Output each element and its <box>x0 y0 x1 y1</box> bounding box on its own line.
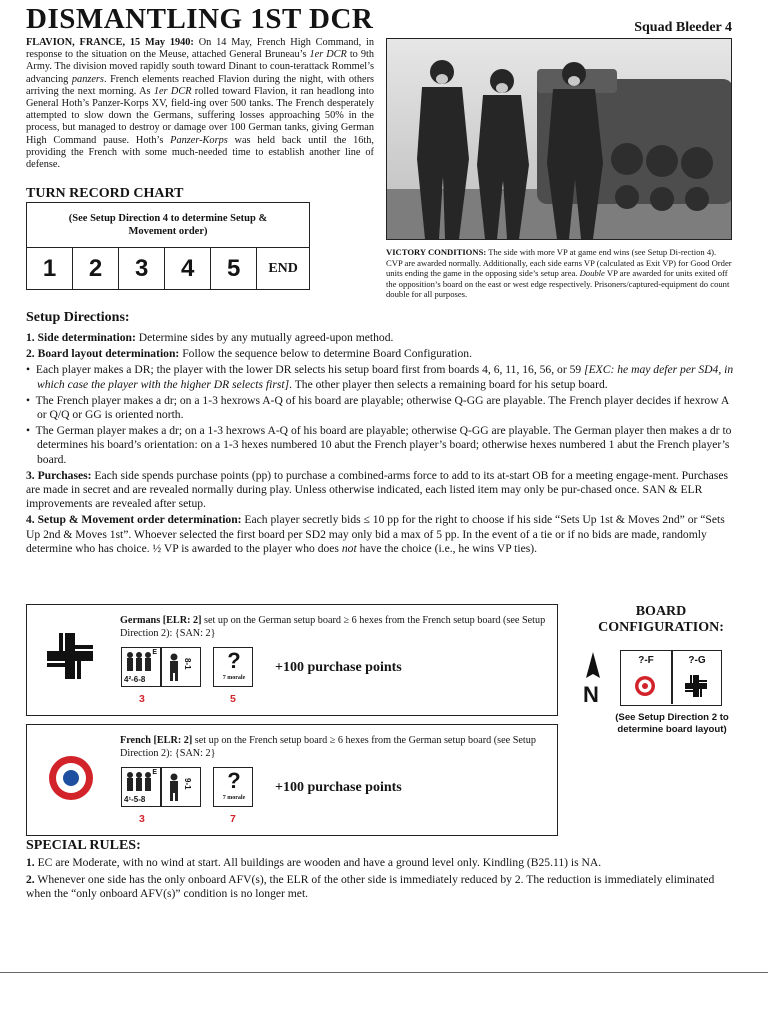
victory-text-1: The side with more VP at game end wins (see Setup Di-rection 4). CVP are awarded normally. Additionally, each side earns VP (calculated as Exit VP) for Good Order units ending the game in the opposing side’s setup area. <box>386 247 732 279</box>
setup-b1-text2: . The other player then selects a remaining board for his setup board. <box>289 377 608 391</box>
french-q-sub: 7 morale <box>222 795 246 801</box>
german-ob-box <box>26 604 558 716</box>
intro-korps: Panzer-Korps <box>170 134 228 146</box>
special-r2-label: 2. <box>26 873 35 887</box>
setup-bullet-2: • The French player makes a dr; on a 1-3 hexrows A-Q of his board are playable; otherwise Q-GG are playable. The French player decides if hexrow A or Q/Q or GG is oriented north. <box>26 393 729 422</box>
photo-illustration <box>387 39 732 240</box>
french-squad-qty: 3 <box>139 813 145 825</box>
intro-panzers: panzers <box>71 73 104 85</box>
turn-cell-3: 3 <box>119 248 165 289</box>
victory-label: VICTORY CONDITIONS: <box>386 247 487 257</box>
intro-text-2: to 9th Army. The division moved rapidly south toward Dinant to coun-terattack Rommel’s advancing <box>26 49 374 85</box>
german-q-sub: 7 morale <box>222 675 246 681</box>
german-cross-icon <box>685 675 707 697</box>
special-rules <box>26 856 734 905</box>
infantry-squad-icon <box>124 651 154 673</box>
setup-d1-label: 1. Side determination: <box>26 331 136 344</box>
german-ob-text <box>120 615 552 640</box>
turn-record-chart <box>26 202 310 290</box>
turn-cell-end: END <box>268 260 298 276</box>
french-setup-text: set up on the French setup board ≥ 6 hexes from the German setup board (see Setup Direction 2): {SAN: 2} <box>120 735 536 759</box>
setup-b1-exc: [EXC: he may defer per SD4, in which case the player with the higher DR selects first] <box>37 363 734 391</box>
victory-text-2: VP are awarded for units exited off the opposition’s board on the east or west edge respectively. Prisoners/captured-equipment do count double for all purposes. <box>386 268 730 300</box>
board-config-note: (See Setup Direction 2 to determine board layout) <box>615 712 729 735</box>
setup-direction-2 <box>26 347 734 361</box>
turn-cell-1: 1 <box>27 248 73 289</box>
turn-cell-5: 5 <box>211 248 257 289</box>
intro-text-4: rolled toward Flavion, it ran headlong into General Hoth’s Panzer-Korps XV, field-ing over 500 tanks. The French desperately attempted to slow down the Germans, suffering losses approaching 50% in the process, but managed to destroy or damage over 100 German tanks, giving German High Command pause. Hoth’s <box>26 85 374 146</box>
infantry-squad-icon <box>124 771 154 793</box>
setup-directions <box>26 331 734 558</box>
board-left-label: ?-F <box>638 655 654 666</box>
german-leader-stat: 8-1 <box>183 658 192 670</box>
leader-icon <box>167 773 181 801</box>
setup-d2-text: Follow the sequence below to determine Board Configuration. <box>179 347 472 361</box>
special-rule-2 <box>26 873 734 901</box>
german-squad-counter <box>121 647 161 687</box>
board-config-title: BOARD CONFIGURATION: <box>598 604 724 635</box>
special-rules-title: SPECIAL RULES: <box>26 838 141 853</box>
special-r1-label: 1. <box>26 856 35 869</box>
french-ob-text <box>120 735 552 760</box>
french-random-counter <box>213 767 253 807</box>
turn-cell-2: 2 <box>73 248 119 289</box>
setup-d3-label: 3. Purchases: <box>26 468 92 482</box>
french-roundel-icon <box>48 755 94 801</box>
question-icon: ? <box>227 648 241 673</box>
german-leader-qty: 5 <box>230 693 236 705</box>
setup-b1-text: Each player makes a DR; the player with the lower DR selects his setup board first from boards 4, 6, 11, 16, 56, or 59 <box>35 363 585 377</box>
german-setup-text: set up on the German setup board ≥ 6 hexes from the French setup board (see Setup Direction 2): {SAN: 2} <box>120 615 546 639</box>
scenario-id: Squad Bleeder 4 <box>634 20 732 35</box>
leader-icon <box>167 653 181 681</box>
turn-record-note: (See Setup Direction 4 to determine Setup & Movement order) <box>27 203 309 248</box>
scenario-title: DISMANTLING 1ST DCR <box>26 3 374 35</box>
board-layout-diagram <box>620 650 722 706</box>
historical-intro <box>26 37 374 171</box>
setup-d4-label: 4. Setup & Movement order determination: <box>26 513 242 527</box>
german-cross-icon <box>47 633 93 679</box>
setup-d4-not: not <box>341 541 357 555</box>
setup-bullet-3: • The German player makes a dr; on a 1-3 hexrows A-Q of his board are playable; otherwise Q-GG are playable. The German player then makes a dr to determines his board’s orientation: on a 1-3 hexes numbered 10 abut the French player’s board; otherwise hexes numbered 1 abut the French player’s board. <box>26 424 732 466</box>
intro-text-3: . French elements reached Flavion during the night, with others arriving the next morning. As <box>26 73 375 97</box>
turn-cell-4: 4 <box>165 248 211 289</box>
intro-text-1: On 14 May, French High Command, in response to the situation on the Meuse, attached General Bruneau’s <box>26 37 374 61</box>
setup-d1-text: Determine sides by any mutually agreed-upon method. <box>135 331 394 344</box>
german-leader-counter <box>161 647 201 687</box>
setup-d4-text: Each player secretly bids ≤ 10 pp for the right to choose if his side “Sets Up 1st & Moves 2nd” or “Sets Up 2nd & Moves 1st”. Whoever selected the first board per SD2 may only bid a max of 5 pp. In the event of a tie or if no bids are made, randomly determine who has choice. ½ VP is awarded to the player who does <box>26 513 725 555</box>
setup-bullet-1: • Each player makes a DR; the player with the lower DR selects his setup board first from boards 4, 6, 11, 16, 56, or 59 [EXC: he may defer per SD4, in which case the player with the higher DR selects first]. The other player then selects a remaining board for his setup board. <box>26 363 734 391</box>
setup-direction-3 <box>26 469 734 512</box>
german-squad-qty: 3 <box>139 693 145 705</box>
page-divider <box>0 972 768 973</box>
german-label: Germans [ELR: 2] <box>120 615 202 626</box>
french-purchase-points: +100 purchase points <box>275 780 402 795</box>
setup-d4-text2: have the choice (i.e., he wins VP ties). <box>356 541 537 555</box>
special-r1-text: EC are Moderate, with no wind at start. All buildings are wooden and have a ground level only. Kindling (B25.11) is NA. <box>34 856 602 869</box>
french-leader-stat: 9-1 <box>183 778 192 790</box>
intro-unit-1: 1er DCR <box>309 49 347 61</box>
setup-b3-text: The German player makes a dr; on a 1-3 hexrows A-Q of his board are playable; otherwise Q-GG are playable. The German player then makes a dr to determines his board’s orientation: on a 1-3 hexes numbered 10 abut the French player’s board; otherwise hexes numbered 1 abut the French player’s board. <box>35 424 732 466</box>
german-squad-stat: 4²-6-8 <box>124 675 146 684</box>
setup-direction-1 <box>26 331 734 345</box>
victory-double: Double <box>579 268 605 279</box>
board-right-label: ?-G <box>688 655 706 666</box>
north-label: N <box>583 682 599 707</box>
german-purchase-points: +100 purchase points <box>275 660 402 675</box>
french-squad-elr: E <box>152 769 157 776</box>
dateline: FLAVION, FRANCE, 15 May 1940: <box>26 37 194 48</box>
special-r2-text: Whenever one side has the only onboard AFV(s), the ELR of the other side is immediately reduced by 2. The reduction is immediately eliminated when the “only onboard AFV(s)” condition is no longer met. <box>26 873 715 901</box>
victory-conditions <box>386 247 734 300</box>
setup-d3-text: Each side spends purchase points (pp) to purchase a combined-arms force to add to its at-start OB for a meeting engage-ment. Purchases are made in secret and are revealed normally during play. Unless otherwise indicated, each listed item may only be pur-chased once. SAN & ELR improvements are revealed after setup. <box>26 468 728 511</box>
french-leader-counter <box>161 767 201 807</box>
french-ob-box <box>26 724 558 836</box>
german-random-counter <box>213 647 253 687</box>
intro-unit-2: 1er DCR <box>153 85 192 97</box>
german-squad-elr: E <box>152 649 157 656</box>
turn-row <box>27 248 309 289</box>
french-leader-qty: 7 <box>230 813 236 825</box>
setup-direction-4 <box>26 513 734 556</box>
french-label: French [ELR: 2] <box>120 735 193 746</box>
special-rule-1 <box>26 856 734 870</box>
setup-b2-text: The French player makes a dr; on a 1-3 hexrows A-Q of his board are playable; otherwise Q-GG are playable. The French player decides if hexrow A or Q/Q or GG is oriented north. <box>35 393 729 422</box>
setup-d2-label: 2. Board layout determination: <box>26 347 180 361</box>
question-icon: ? <box>227 768 241 793</box>
french-squad-counter <box>121 767 161 807</box>
turn-record-title: TURN RECORD CHART <box>26 186 184 201</box>
french-squad-stat: 4¹-5-8 <box>124 795 146 804</box>
french-roundel-icon <box>634 675 656 697</box>
setup-title: Setup Directions: <box>26 310 130 325</box>
historical-photo <box>386 38 732 240</box>
intro-text-5: was held back until the 16th, providing the French with some much-needed time to establish another line of defense. <box>26 134 375 171</box>
